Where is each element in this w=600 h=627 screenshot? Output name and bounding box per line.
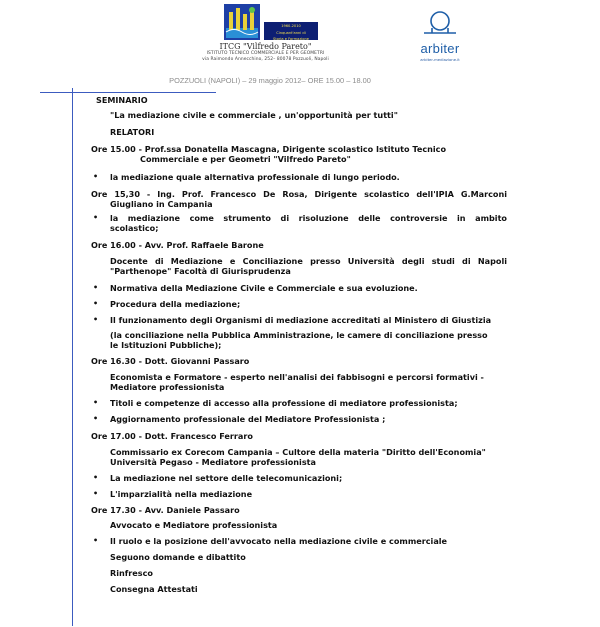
school-subtitle-line-2: via Raimondo Annecchino, 252– 80078 Pozzuoli, Napoli [202, 57, 329, 62]
arbiter-subtitle: arbiter-mediazione.it [420, 57, 460, 62]
speaker-slot-1-cont: Commerciale e per Geometri "Vilfredo Pareto" [140, 154, 351, 164]
topic-item: • Titoli e competenze di accesso alla professione di mediatore professionista; [110, 398, 458, 408]
closing-item: Consegna Attestati [110, 584, 198, 594]
topic-item: • la mediazione come strumento di risoluzione delle controversie in ambito [110, 213, 507, 223]
topic-item: • Procedura della mediazione; [110, 299, 240, 309]
school-motto-line: 1960-2010 [281, 24, 301, 28]
speaker-description: Docente di Mediazione e Conciliazione presso Università degli studi di Napoli [110, 256, 507, 266]
speaker-description-cont: Mediatore professionista [110, 382, 225, 392]
speakers-heading: RELATORI [110, 127, 155, 137]
speaker-description: Commissario ex Corecom Campania – Cultore della materia "Diritto dell'Economia" [110, 447, 486, 457]
arbiter-name: arbiter [420, 41, 460, 56]
speaker-description: Economista e Formatore - esperto nell'analisi dei fabbisogni e percorsi formativi - [110, 372, 484, 382]
speaker-slot-2: Ore 15,30 - Ing. Prof. Francesco De Rosa, Dirigente scolastico dell'IPIA G.Marconi [91, 189, 507, 199]
topic-item: • Il funzionamento degli Organismi di mediazione accreditati al Ministero di Giustizia [110, 315, 491, 325]
topic-item: • L'imparzialità nella mediazione [110, 489, 252, 499]
speaker-slot-2-cont: Giugliano in Campania [110, 199, 213, 209]
speaker-slot-4: Ore 16.30 - Dott. Giovanni Passaro [91, 356, 250, 366]
seminar-title: "La mediazione civile e commerciale , un'opportunità per tutti" [110, 110, 398, 120]
speaker-slot-1: Ore 15.00 - Prof.ssa Donatella Mascagna, Dirigente scolastico Istituto Tecnico [91, 144, 447, 154]
speaker-slot-6: Ore 17.30 - Avv. Daniele Passaro [91, 505, 240, 515]
speaker-description: Avvocato e Mediatore professionista [110, 520, 278, 530]
topic-item-cont: scolastico; [110, 223, 159, 233]
topic-item: • la mediazione quale alternativa professionale di lungo periodo. [110, 172, 400, 182]
seminar-heading: SEMINARIO [96, 95, 148, 105]
event-date-location: POZZUOLI (NAPOLI) – 29 maggio 2012– ORE 15.00 – 18.00 [169, 76, 371, 85]
topic-item: • Normativa della Mediazione Civile e Commerciale e sua evoluzione. [110, 283, 418, 293]
speaker-description-cont: Università Pegaso - Mediatore professionista [110, 457, 316, 467]
school-motto-line: Storia e Formazione [273, 37, 309, 41]
speaker-slot-3: Ore 16.00 - Avv. Prof. Raffaele Barone [91, 240, 264, 250]
topic-note-cont: le Istituzioni Pubbliche); [110, 340, 222, 350]
topic-item: • Il ruolo e la posizione dell'avvocato nella mediazione civile e commerciale [110, 536, 447, 546]
speaker-slot-5: Ore 17.00 - Dott. Francesco Ferraro [91, 431, 253, 441]
closing-item: Seguono domande e dibattito [110, 552, 246, 562]
topic-item: • Aggiornamento professionale del Mediatore Professionista ; [110, 414, 385, 424]
school-subtitle-line-1: ISTITUTO TECNICO COMMERCIALE E PER GEOMETRI [206, 51, 325, 56]
school-name: ITCG "Vilfredo Pareto" [219, 42, 312, 51]
closing-item: Rinfresco [110, 568, 153, 578]
topic-note: (la conciliazione nella Pubblica Amministrazione, le camere di conciliazione presso [110, 330, 488, 340]
school-motto-line: Cinquant'anni di [276, 30, 306, 35]
speaker-description-cont: "Parthenope" Facoltà di Giurisprudenza [110, 266, 291, 276]
topic-item: • La mediazione nel settore delle telecomunicazioni; [110, 473, 342, 483]
